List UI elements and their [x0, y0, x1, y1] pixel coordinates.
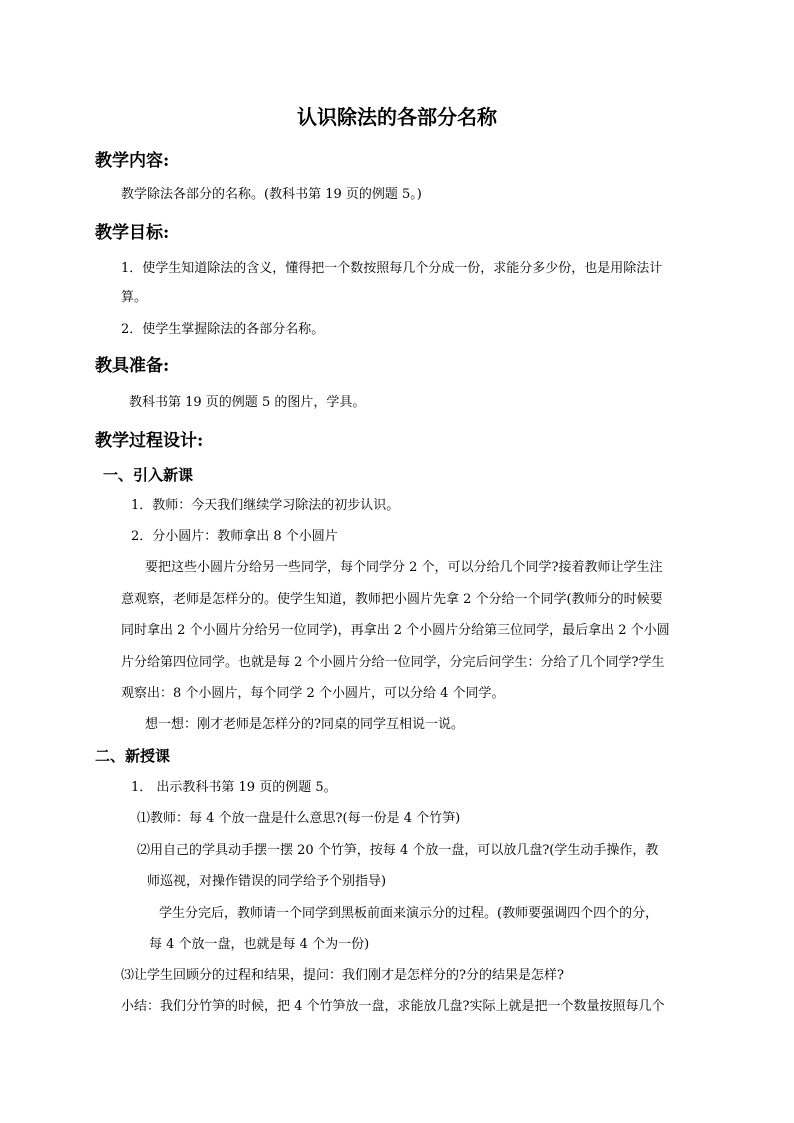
part-1-think-line: 想一想：刚才老师是怎样分的?同桌的同学互相说一说。	[145, 717, 464, 732]
section-heading-process: 教学过程设计:	[95, 431, 204, 451]
part-2-sub-1: ⑴教师：每 4 个放一盘是什么意思?(每一份是 4 个竹笋)	[137, 811, 461, 826]
part-2-sub-2-paragraph-line-2: 每 4 个放一盘，也就是每 4 个为一份)	[149, 937, 370, 952]
part-1-paragraph-line-3: 同时拿出 2 个小圆片分给另一位同学)，再拿出 2 个小圆片分给第三位同学，最后拿出 2 个小圆	[121, 623, 670, 638]
objective-item-2: 2．使学生掌握除法的各部分名称。	[121, 322, 325, 337]
content-text: 教学除法各部分的名称。(教科书第 19 页的例题 5。)	[121, 187, 422, 202]
part-1-step-1: 1．教师：今天我们继续学习除法的初步认识。	[131, 498, 400, 513]
part-2-step-1: 1． 出示教科书第 19 页的例题 5。	[131, 780, 337, 795]
section-heading-objectives: 教学目标:	[95, 223, 170, 243]
objective-item-1-line-2: 算。	[121, 290, 148, 305]
part-2-summary-line: 小结：我们分竹笋的时候，把 4 个竹笋放一盘，求能放几盘?实际上就是把一个数量按照每几个	[121, 999, 665, 1014]
part-2-sub-2-line-1: ⑵用自己的学具动手摆一摆 20 个竹笋，按每 4 个放一盘，可以放几盘?(学生动手操作，教	[137, 843, 659, 858]
part-2-sub-3: ⑶让学生回顾分的过程和结果，提问：我们刚才是怎样分的?分的结果是怎样?	[121, 968, 564, 983]
part-1-paragraph-line-5: 观察出：8 个小圆片，每个同学 2 个小圆片，可以分给 4 个同学。	[121, 686, 505, 701]
part-1-heading: 一、引入新课	[103, 466, 194, 484]
part-2-sub-2-paragraph-line-1: 学生分完后，教师请一个同学到黑板前面来演示分的过程。(教师要强调四个四个的分，	[159, 906, 659, 921]
part-1-paragraph-line-4: 片分给第四位同学。也就是每 2 个小圆片分给一位同学，分完后问学生：分给了几个同学?学生	[121, 655, 665, 670]
part-2-heading: 二、新授课	[95, 747, 171, 765]
section-heading-content: 教学内容:	[95, 151, 170, 171]
part-1-paragraph-line-2: 意观察，老师是怎样分的。使学生知道，教师把小圆片先拿 2 个分给一个同学(教师分的时候要	[121, 592, 663, 607]
objective-item-1-line-1: 1．使学生知道除法的含义，懂得把一个数按照每几个分成一份，求能分多少份，也是用除法计	[121, 261, 663, 276]
materials-text: 教科书第 19 页的例题 5 的图片，学具。	[129, 395, 366, 410]
document-title: 认识除法的各部分名称	[297, 105, 497, 129]
section-heading-materials: 教具准备:	[95, 356, 170, 376]
part-2-sub-2-line-2: 师巡视，对操作错误的同学给予个别指导)	[147, 874, 387, 889]
part-1-step-2: 2．分小圆片：教师拿出 8 个小圆片	[131, 529, 338, 544]
part-1-paragraph-line-1: 要把这些小圆片分给另一些同学，每个同学分 2 个，可以分给几个同学?接着教师让学生注	[145, 560, 663, 575]
